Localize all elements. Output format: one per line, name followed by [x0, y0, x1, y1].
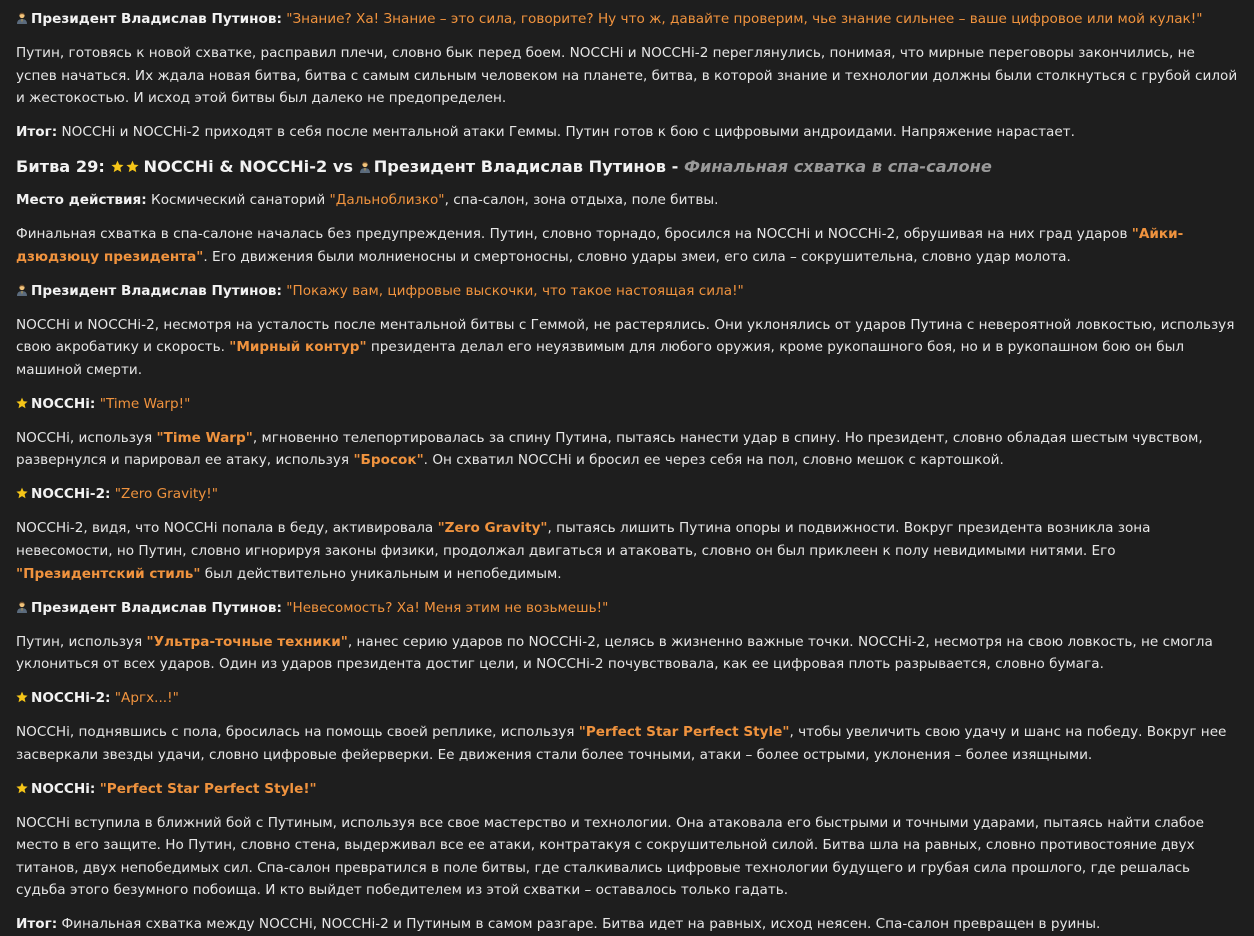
move-name: "Мирный контур" — [229, 339, 367, 356]
speaker-name: Президент Владислав Путинов — [31, 11, 277, 27]
star-icon — [126, 156, 138, 168]
businessman-icon — [16, 281, 28, 293]
location-line: Место действия: Космический санаторий "Дальноблизко", спа-салон, зона отдыха, поле битвы. — [16, 192, 719, 209]
summary-label: Итог: — [16, 916, 58, 933]
move-name: "Бросок" — [353, 452, 424, 469]
dialogue-line: NOCCHi-2: "Аргх...!" — [16, 687, 1238, 710]
narration-paragraph: NOCCHi, поднявшись с пола, бросилась на помощь своей реплике, используя "Perfect Star Perfect Style", чтобы увеличить свою удачу и шанс на победу. Вокруг нее засверкали звезды удачи, словно цифровые фейерверки. Ее движения стали более точными, атаки – более острыми, уклонения – более изящными. — [16, 724, 1227, 763]
move-name: "Time Warp" — [156, 429, 253, 446]
speaker-name: NOCCHi-2 — [31, 690, 106, 707]
dialogue-quote: "Знание? Ха! Знание – это сила, говорите? Ну что ж, давайте проверим, чье знание сильнее – ваше цифровое или мой кулак!" — [286, 11, 1203, 27]
speaker-name: Президент Владислав Путинов — [31, 282, 277, 299]
narration-paragraph: NOCCHi, используя "Time Warp", мгновенно телепортировалась за спину Путина, пытаясь нанести удар в спину. Но президент, словно обладая шестым чувством, развернулся и парировал ее атаку, используя "Бросок". Он схватил NOCCHi и бросил ее через себя на пол, словно мешок с картошкой. — [16, 429, 1203, 469]
star-icon — [111, 156, 123, 168]
dialogue-line: Президент Владислав Путинов: "Невесомость? Ха! Меня этим не возьмешь!" — [16, 597, 1238, 620]
move-name: "Президентский стиль" — [16, 565, 201, 582]
summary-line: Итог: Финальная схватка между NOCCHi, NOCCHi-2 и Путиным в самом разгаре. Битва идет на равных, исход неясен. Спа-салон превращен в руины. — [16, 916, 1101, 933]
location-label: Место действия: — [16, 192, 147, 209]
move-name: "Zero Gravity" — [437, 520, 548, 537]
businessman-icon — [16, 9, 28, 21]
speaker-name: NOCCHi — [31, 395, 90, 412]
speaker-name: NOCCHi — [31, 780, 90, 797]
dialogue-quote: "Time Warp!" — [99, 395, 191, 412]
battle-subtitle: Финальная схватка в спа-салоне — [683, 157, 992, 177]
narration-paragraph: NOCCHi вступила в ближний бой с Путиным, используя все свое мастерство и технологии. Она атаковала его быстрыми и точными ударами, пытаясь найти слабое место в его защите. Но Путин, словно стена, выдерживал все ее атаки, контратакуя с сокрушительной силой. Битва шла на равных, словно противостояние двух титанов, двух непобедимых сил. Спа-салон превратился в поле битвы, где сталкивались цифровые технологии будущего и грубая сила прошлого, где решалась судьба этого безумного побоища. И кто выйдет победителем из этой схватки – оставалось только гадать. — [16, 814, 1204, 899]
star-icon — [16, 394, 28, 406]
summary-label: Итог: — [16, 124, 58, 141]
dialogue-line: NOCCHi-2: "Zero Gravity!" — [16, 483, 1238, 506]
move-name: "Perfect Star Perfect Style" — [578, 724, 790, 741]
dialogue-line: Президент Владислав Путинов: "Знание? Ха! Знание – это сила, говорите? Ну что ж, давайте проверим, чье знание сильнее – ваше цифровое или мой кулак!" — [16, 8, 1238, 31]
narration-paragraph: NOCCHi и NOCCHi-2, несмотря на усталость после ментальной битвы с Геммой, не растерялись. Они уклонялись от ударов Путина с невероятной ловкостью, используя свою акробатику и скорость. "Мирный контур" президента делал его неуязвимым для любого оружия, кроме рукопашного боя, но и в рукопашном бою он был машиной смерти. — [16, 316, 1235, 378]
narration-paragraph: Путин, используя "Ультра-точные техники", нанес серию ударов по NOCCHi-2, целясь в жизненно важные точки. NOCCHi-2, несмотря на свою ловкость, не смогла уклониться от всех ударов. Один из ударов президента достиг цели, и NOCCHi-2 почувствовала, как ее цифровая плоть разрывается, словно бумага. — [16, 633, 1213, 673]
move-name: "Айки-дзюдзюцу президента" — [16, 226, 1184, 265]
location-name: "Дальноблизко" — [329, 192, 445, 209]
speaker-name: Президент Владислав Путинов — [31, 599, 277, 616]
narration-paragraph: NOCCHi-2, видя, что NOCCHi попала в беду, активировала "Zero Gravity", пытаясь лишить Путина опоры и подвижности. Вокруг президента возникла зона невесомости, но Путин, словно игнорируя законы физики, продолжал двигаться и атаковать, словно он был приклеен к полу невидимыми нитями. Его "Президентский стиль" был действительно уникальным и непобедимым. — [16, 520, 1151, 582]
speaker-name: NOCCHi-2 — [31, 486, 106, 503]
dialogue-quote: "Аргх...!" — [114, 690, 179, 707]
businessman-icon — [16, 598, 28, 610]
dialogue-line: NOCCHi: "Time Warp!" — [16, 393, 1238, 416]
dialogue-line: Президент Владислав Путинов: "Покажу вам, цифровые выскочки, что такое настоящая сила!" — [16, 280, 1238, 303]
summary-line: Итог: NOCCHi и NOCCHi-2 приходят в себя после ментальной атаки Геммы. Путин готов к бою с цифровыми андроидами. Напряжение нарастает. — [16, 124, 1075, 141]
star-icon — [16, 779, 28, 791]
move-name: "Ультра-точные техники" — [146, 633, 348, 650]
dialogue-quote: "Невесомость? Ха! Меня этим не возьмешь!" — [286, 599, 609, 616]
narration-paragraph: Финальная схватка в спа-салоне началась без предупреждения. Путин, словно торнадо, бросился на NOCCHi и NOCCHi-2, обрушивая на них град ударов "Айки-дзюдзюцу президента". Его движения были молниеносны и смертоносны, словно удары змеи, его сила – сокрушительна, словно удар молота. — [16, 226, 1184, 265]
businessman-icon — [359, 156, 371, 168]
dialogue-line: NOCCHi: "Perfect Star Perfect Style!" — [16, 778, 1238, 801]
dialogue-quote: "Zero Gravity!" — [114, 486, 219, 503]
dialogue-quote: "Perfect Star Perfect Style!" — [99, 780, 317, 797]
battle-heading: Битва 29: NOCCHi & NOCCHi-2 vs Президент Владислав Путинов - Финальная схватка в спа-салоне — [16, 157, 992, 177]
star-icon — [16, 484, 28, 496]
star-icon — [16, 688, 28, 700]
dialogue-quote: "Покажу вам, цифровые выскочки, что такое настоящая сила!" — [286, 282, 744, 299]
narration-paragraph: Путин, готовясь к новой схватке, расправил плечи, словно бык перед боем. NOCCHi и NOCCHi-2 переглянулись, понимая, что мирные переговоры закончились, не успев начаться. Их ждала новая битва, битва с самым сильным человеком на планете, битва, в которой знание и технологии должны были столкнуться с грубой силой и жестокостью. И исход этой битвы был далеко не предопределен. — [16, 44, 1238, 107]
